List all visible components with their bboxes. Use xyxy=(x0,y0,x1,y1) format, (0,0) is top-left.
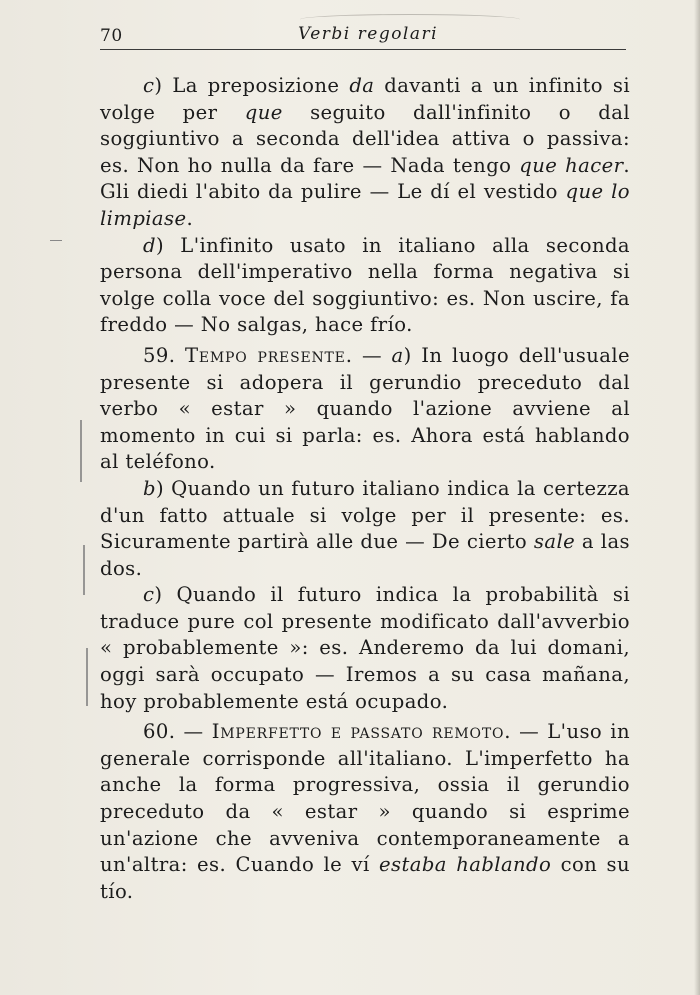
text-run: 60. — xyxy=(143,720,212,744)
margin-mark-3 xyxy=(86,648,88,706)
running-header xyxy=(100,22,626,48)
text-run: ) Quando un futuro italiano indica la certezza d'un fatto attuale si volge per il presente: es. Sicuramente partirà alle due — De cierto xyxy=(100,476,630,554)
paragraph-p-c xyxy=(100,73,630,233)
header-rule xyxy=(100,49,626,50)
italic-text: b xyxy=(143,476,156,500)
text-run: . xyxy=(186,206,194,230)
margin-mark-2 xyxy=(83,545,85,595)
section-heading: Tempo presente xyxy=(184,343,346,367)
italic-text: sale xyxy=(533,530,576,554)
text-run: a las dos. xyxy=(100,530,630,580)
margin-tick xyxy=(50,240,62,241)
italic-text: da xyxy=(349,74,375,97)
page-edge-shadow xyxy=(694,0,700,995)
italic-text: que lo limpiase xyxy=(100,180,631,230)
paragraph-p-60 xyxy=(100,719,630,905)
text-run: ) L'infinito usato in italiano alla seconda persona dell'imperativo nella forma negativa si volge colla voce del soggiuntivo: es. Non uscire, fa freddo — No salgas, hace frío. xyxy=(100,233,630,337)
text-run: ) In luogo dell'usuale presente si adopera il gerundio preceduto dal verbo « estar » quando l'azione avviene al momento in cui si parla: es. Ahora está hablando al teléfono. xyxy=(100,343,630,474)
paragraph-p-59c xyxy=(100,582,630,715)
paragraph-p-d xyxy=(100,233,630,339)
page-number: 70 xyxy=(100,26,123,46)
text-run: con su tío. xyxy=(100,853,630,903)
italic-text: que hacer xyxy=(519,153,624,177)
italic-text: c xyxy=(143,583,155,607)
text-run: seguito dall'infinito o dal soggiuntivo a seconda dell'idea attiva o passiva: es. Non ho nulla da fare — Nada tengo xyxy=(100,100,630,177)
italic-text: a xyxy=(391,343,404,367)
paragraph-p-59b xyxy=(100,476,630,582)
text-run: ) La preposizione xyxy=(154,74,350,97)
italic-text: d xyxy=(143,233,156,257)
section-heading: Imperfetto e passato remoto xyxy=(211,720,505,744)
text-run: . — xyxy=(345,343,392,367)
text-run: 59. xyxy=(143,343,185,367)
margin-mark-1 xyxy=(80,420,82,482)
italic-text: que xyxy=(244,100,283,124)
text-run: . — L'uso in generale corrisponde all'italiano. L'imperfetto ha anche la forma progressiva, ossia il gerundio preceduto da « estar » quando si esprime un'azione che avveniva contemporaneamente a un'altra: es. Cuando le ví xyxy=(100,720,630,877)
text-run: . Gli diedi l'abito da pulire — Le dí el vestido xyxy=(100,153,630,204)
text-run: ) Quando il futuro indica la probabilità si traduce pure col presente modificato dall'avverbio « probablemente »: es. Anderemo da lui domani, oggi sarà occupato — Iremos a su casa mañana, hoy probablemente está ocupado. xyxy=(100,583,630,713)
running-title: Verbi regolari xyxy=(298,24,439,44)
paragraph-p-59a xyxy=(100,343,630,476)
body-text xyxy=(100,73,630,905)
italic-text: c xyxy=(143,74,155,97)
text-run: davanti a un infinito si volge per xyxy=(100,74,630,124)
italic-text: estaba hablando xyxy=(379,853,552,877)
